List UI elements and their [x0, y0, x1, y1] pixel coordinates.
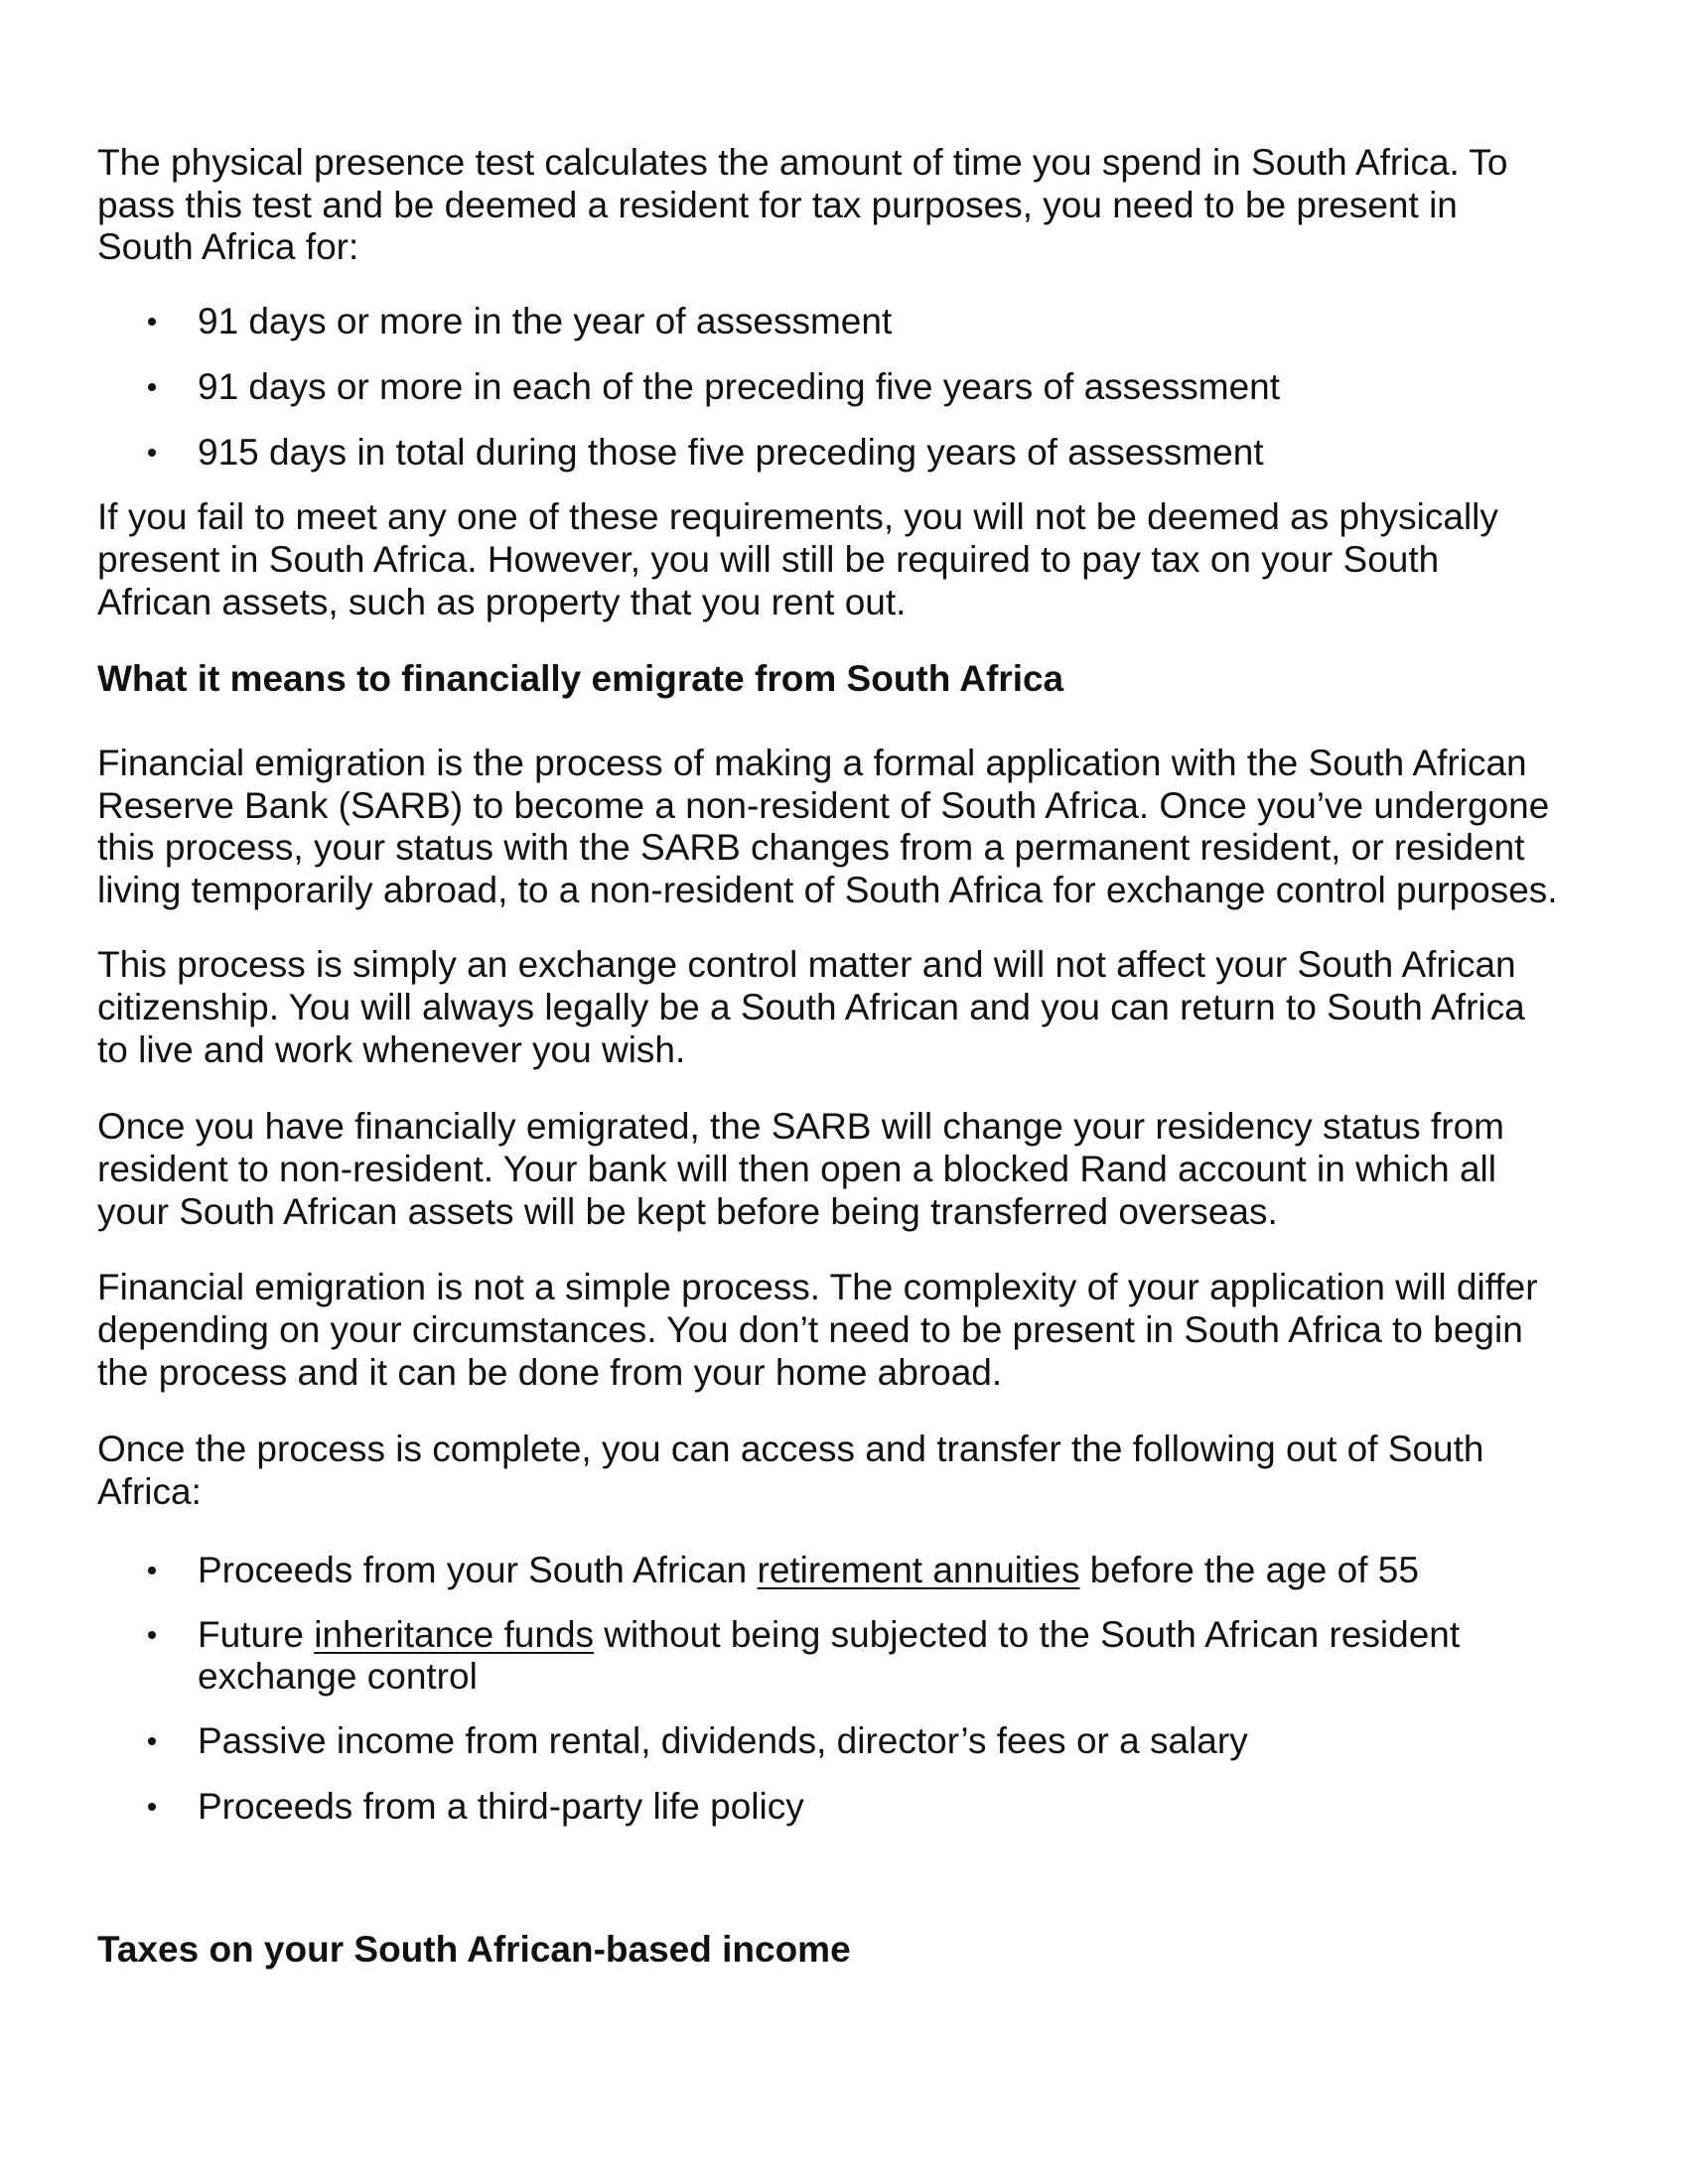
inheritance-funds-link[interactable]: inheritance funds	[314, 1614, 595, 1655]
bullet-icon	[148, 318, 156, 326]
bullet-icon	[148, 1737, 156, 1745]
list-item-text: Proceeds from a third-party life policy	[198, 1786, 804, 1827]
text-line: this process, your status with the SARB changes from a permanent resident, or resident	[97, 827, 1525, 868]
text-line: living temporarily abroad, to a non-resident of South Africa for exchange control purposes.	[97, 870, 1558, 910]
text-line: citizenship. You will always legally be a South African and you can return to South Africa	[97, 987, 1525, 1027]
list-item-text: 91 days or more in each of the preceding five years of assessment	[198, 366, 1281, 407]
list-item-text: 915 days in total during those five preceding years of assessment	[198, 432, 1264, 473]
text-line: Financial emigration is not a simple process. The complexity of your application will differ	[97, 1267, 1538, 1307]
text-line: If you fail to meet any one of these requirements, you will not be deemed as physically	[97, 496, 1498, 537]
text-span: Future	[198, 1614, 315, 1655]
list-item-text: Passive income from rental, dividends, director’s fees or a salary	[198, 1720, 1248, 1761]
section-heading-taxes: Taxes on your South African-based income	[97, 1929, 851, 1970]
bullet-icon	[148, 1567, 156, 1574]
text-line: This process is simply an exchange control matter and will not affect your South African	[97, 944, 1516, 985]
list-item-text: 91 days or more in the year of assessment	[198, 301, 893, 341]
list-item-text	[198, 1616, 1460, 1653]
text-line: South Africa for:	[97, 226, 359, 267]
text-line: your South African assets will be kept before being transferred overseas.	[97, 1191, 1278, 1232]
text-line: depending on your circumstances. You don’t need to be present in South Africa to begin	[97, 1309, 1523, 1350]
text-line: Africa:	[97, 1471, 202, 1512]
retirement-annuities-link[interactable]: retirement annuities	[757, 1550, 1080, 1590]
bullet-icon	[148, 383, 156, 391]
text-line: Once you have financially emigrated, the SARB will change your residency status from	[97, 1106, 1504, 1147]
text-span: Proceeds from your South African	[198, 1550, 758, 1590]
text-span: without being subjected to the South African resident	[594, 1614, 1461, 1655]
text-span: before the age of 55	[1079, 1550, 1419, 1590]
text-line: African assets, such as property that you rent out.	[97, 582, 907, 622]
text-line: present in South Africa. However, you will still be required to pay tax on your South	[97, 539, 1440, 580]
text-line: resident to non-resident. Your bank will then open a blocked Rand account in which all	[97, 1149, 1496, 1189]
text-line: to live and work whenever you wish.	[97, 1029, 686, 1070]
text-line: Financial emigration is the process of making a formal application with the South African	[97, 743, 1527, 783]
text-line: Reserve Bank (SARB) to become a non-resident of South Africa. Once you’ve undergone	[97, 785, 1550, 826]
text-line: The physical presence test calculates the amount of time you spend in South Africa. To	[97, 142, 1508, 183]
bullet-icon	[148, 449, 156, 457]
bullet-icon	[148, 1631, 156, 1639]
bullet-icon	[148, 1803, 156, 1811]
text-line: Once the process is complete, you can access and transfer the following out of South	[97, 1429, 1484, 1469]
list-item-text-continued: exchange control	[198, 1656, 478, 1697]
list-item-text	[198, 1552, 1419, 1588]
text-line: the process and it can be done from your home abroad.	[97, 1352, 1003, 1393]
section-heading-financial-emigration: What it means to financially emigrate from South Africa	[97, 658, 1064, 699]
text-line: pass this test and be deemed a resident for tax purposes, you need to be present in	[97, 185, 1458, 225]
